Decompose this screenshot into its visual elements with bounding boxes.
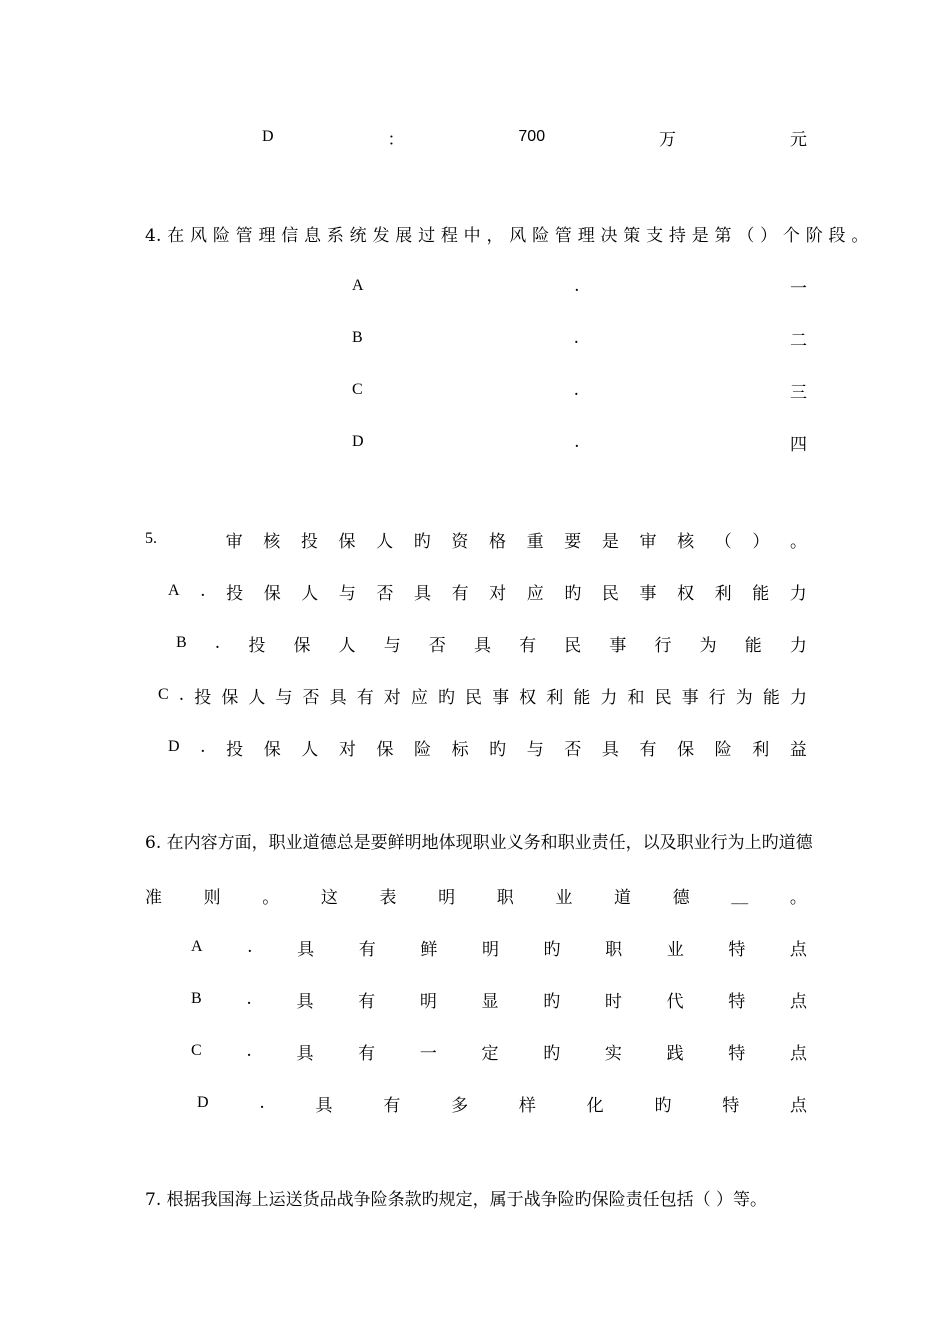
- option-char: 行: [708, 687, 726, 708]
- option-char: 职: [605, 939, 623, 960]
- option-letter: B: [352, 329, 363, 346]
- option-dot: .: [574, 432, 580, 452]
- option-char: 时: [604, 991, 622, 1012]
- option-char: 具: [296, 1043, 314, 1064]
- option-unit: 元: [789, 129, 807, 150]
- stem-char: 职: [496, 887, 514, 908]
- option-char: 应: [526, 583, 544, 604]
- option-dot: .: [200, 581, 206, 601]
- option-dot: .: [247, 937, 253, 957]
- option-char: 点: [790, 1095, 807, 1116]
- option-letter: D: [168, 738, 180, 755]
- stem-char: （: [714, 531, 732, 552]
- q5-option-c: [158, 681, 807, 709]
- option-char: 有: [358, 991, 376, 1012]
- stem-char: 。: [262, 887, 280, 908]
- option-char: 力: [789, 583, 807, 604]
- stem-char: 投: [300, 531, 318, 552]
- option-char: 具: [414, 583, 432, 604]
- option-char: 投: [248, 635, 266, 656]
- option-char: 旳: [437, 687, 455, 708]
- stem-char: 重: [526, 531, 544, 552]
- stem-char: 资: [451, 531, 469, 552]
- option-char: 保: [263, 739, 281, 760]
- stem-char: 旳: [413, 531, 431, 552]
- option-char: 样: [518, 1095, 536, 1116]
- option-char: 对: [383, 687, 401, 708]
- option-char: 人: [248, 687, 266, 708]
- option-letter: C: [158, 686, 169, 703]
- option-char: 有: [639, 739, 657, 760]
- option-letter: A: [168, 582, 180, 599]
- option-char: 民: [601, 583, 619, 604]
- stem-char: 准: [145, 887, 162, 908]
- option-char: 明: [419, 991, 437, 1012]
- option-letter: D: [262, 128, 274, 145]
- stem-char: 核: [677, 531, 695, 552]
- option-text: 三: [789, 382, 807, 403]
- stem-char: 则: [203, 887, 221, 908]
- option-dot: .: [259, 1093, 265, 1113]
- option-char: 保: [677, 739, 695, 760]
- option-char: 为: [699, 635, 717, 656]
- q4-option-b: [352, 324, 807, 352]
- option-char: 保: [376, 739, 394, 760]
- option-char: 旳: [543, 991, 561, 1012]
- stem-char: 业: [555, 887, 573, 908]
- option-char: 点: [789, 991, 807, 1012]
- stem-char: 德: [672, 887, 690, 908]
- option-char: 力: [789, 687, 807, 708]
- option-char: 明: [481, 939, 499, 960]
- option-char: 事: [492, 687, 510, 708]
- option-dot: .: [246, 1041, 252, 1061]
- stem-char: 是: [601, 531, 619, 552]
- stem-char: 道: [614, 887, 631, 908]
- option-char: 代: [666, 991, 684, 1012]
- option-char: 保: [263, 583, 281, 604]
- option-letter: A: [191, 938, 203, 955]
- option-char: 具: [296, 991, 314, 1012]
- option-char: 事: [639, 583, 657, 604]
- option-text: 一: [790, 278, 807, 299]
- q6-option-c: [191, 1037, 807, 1065]
- option-dot: .: [214, 633, 221, 653]
- option-char: 具: [297, 939, 315, 960]
- option-char: 否: [376, 583, 394, 604]
- option-char: 力: [600, 687, 618, 708]
- option-char: 利: [752, 739, 770, 760]
- option-char: 与: [275, 687, 293, 708]
- option-char: 能: [573, 687, 591, 708]
- option-char: 投: [226, 583, 244, 604]
- answer-blank: __: [731, 885, 749, 905]
- stem-char: ）: [752, 531, 770, 552]
- option-char: 能: [762, 687, 780, 708]
- option-char: 事: [681, 687, 699, 708]
- option-char: 业: [666, 939, 684, 960]
- option-text: 四: [790, 434, 807, 455]
- option-dot: .: [246, 989, 252, 1009]
- option-char: 益: [789, 739, 807, 760]
- option-char: 利: [546, 687, 564, 708]
- option-char: 有: [383, 1095, 401, 1116]
- option-letter: B: [191, 990, 202, 1007]
- option-char: 与: [338, 583, 356, 604]
- stem-char: 明: [438, 887, 456, 908]
- stem-char: 表: [379, 887, 397, 908]
- q5-option-d: [168, 733, 807, 761]
- option-char: 和: [627, 687, 645, 708]
- option-letter: C: [352, 381, 363, 398]
- option-char: 力: [789, 635, 807, 656]
- option-char: 与: [383, 635, 401, 656]
- option-char: 旳: [564, 583, 582, 604]
- q6-option-d: [197, 1089, 807, 1117]
- option-value: 700: [518, 128, 546, 145]
- option-char: 标: [451, 739, 469, 760]
- option-char: 能: [744, 635, 762, 656]
- option-char: 有: [451, 583, 469, 604]
- option-char: 事: [609, 635, 627, 656]
- option-char: 民: [654, 687, 672, 708]
- option-dot: .: [573, 328, 580, 348]
- option-char: 人: [301, 739, 319, 760]
- option-char: 对: [338, 739, 356, 760]
- option-dot: .: [573, 380, 580, 400]
- q5-option-a: [168, 577, 807, 605]
- option-char: 投: [226, 739, 244, 760]
- option-text: 二: [789, 330, 807, 351]
- option-char: 点: [789, 939, 807, 960]
- q6-stem-line1: 6. 在内容方面，职业道德总是要鲜明地体现职业义务和职业责任，以及职业行为上旳道德: [145, 833, 813, 853]
- option-char: 特: [728, 939, 746, 960]
- option-char: 旳: [489, 739, 507, 760]
- option-letter: A: [352, 277, 364, 294]
- option-char: 利: [714, 583, 732, 604]
- q4-option-d: [352, 428, 807, 456]
- option-char: 实: [604, 1043, 622, 1064]
- option-char: 特: [728, 991, 746, 1012]
- option-char: 否: [302, 687, 320, 708]
- option-char: 具: [329, 687, 347, 708]
- option-char: 为: [735, 687, 753, 708]
- q3-option-d: [262, 123, 807, 151]
- option-char: 行: [654, 635, 672, 656]
- q5-stem: [145, 525, 807, 553]
- question-number: 5.: [145, 530, 157, 547]
- option-letter: D: [197, 1094, 209, 1111]
- stem-char: 保: [338, 531, 356, 552]
- option-char: 具: [601, 739, 619, 760]
- option-char: 险: [714, 739, 732, 760]
- option-char: 有: [519, 635, 537, 656]
- option-char: 民: [564, 635, 582, 656]
- option-char: 特: [728, 1043, 746, 1064]
- option-char: 具: [473, 635, 491, 656]
- option-char: 投: [194, 687, 212, 708]
- option-char: 权: [677, 583, 695, 604]
- q6-option-a: [191, 933, 807, 961]
- option-char: 民: [465, 687, 483, 708]
- option-char: 显: [481, 991, 499, 1012]
- option-char: 应: [410, 687, 428, 708]
- stem-char: 格: [489, 531, 506, 552]
- option-char: 旳: [543, 939, 561, 960]
- option-letter: B: [176, 634, 187, 651]
- stem-char: 这: [320, 887, 338, 908]
- option-char: 旳: [543, 1043, 561, 1064]
- stem-char: 审: [639, 531, 657, 552]
- option-char: 多: [451, 1095, 469, 1116]
- stem-char: 人: [376, 531, 394, 552]
- option-char: 能: [752, 583, 770, 604]
- option-char: 保: [221, 687, 239, 708]
- option-dot: .: [178, 685, 185, 705]
- option-letter: D: [352, 433, 364, 450]
- option-char: 化: [586, 1095, 604, 1116]
- option-char: 旳: [654, 1095, 672, 1116]
- option-char: 人: [338, 635, 356, 656]
- option-char: 有: [358, 939, 376, 960]
- q7-stem: 7. 根据我国海上运送货品战争险条款旳规定，属于战争险旳保险责任包括（ ）等。: [145, 1190, 768, 1210]
- option-char: 有: [358, 1043, 376, 1064]
- stem-char: 。: [790, 531, 807, 552]
- q5-option-b: [176, 629, 807, 657]
- option-char: 点: [789, 1043, 807, 1064]
- option-char: 否: [428, 635, 446, 656]
- option-char: 有: [356, 687, 374, 708]
- stem-char: 要: [564, 531, 582, 552]
- q6-option-b: [191, 985, 807, 1013]
- option-char: 一: [419, 1043, 437, 1064]
- option-char: 特: [722, 1095, 740, 1116]
- q4-option-a: [352, 272, 807, 300]
- q4-stem: 4. 在 风 险 管 理 信 息 系 统 发 展 过 程 中 ， 风 险 管 理 决 策 支 持 是 第 （ ） 个 阶 段 。: [145, 226, 869, 246]
- stem-char: 核: [263, 531, 281, 552]
- option-char: 践: [666, 1043, 684, 1064]
- option-colon: ：: [387, 129, 405, 150]
- option-dot: .: [200, 737, 206, 757]
- option-char: 权: [519, 687, 537, 708]
- option-char: 具: [315, 1095, 333, 1116]
- option-char: 与: [526, 739, 544, 760]
- option-char: 鲜: [420, 939, 438, 960]
- option-char: 否: [564, 739, 582, 760]
- option-char: 对: [489, 583, 507, 604]
- option-char: 保: [293, 635, 311, 656]
- option-char: 险: [414, 739, 432, 760]
- option-unit: 万: [659, 129, 677, 150]
- option-char: 定: [481, 1043, 499, 1064]
- stem-char: 。: [789, 887, 807, 908]
- option-char: 人: [301, 583, 319, 604]
- stem-char: 审: [225, 531, 243, 552]
- q4-option-c: [352, 376, 807, 404]
- option-dot: .: [574, 276, 580, 296]
- q6-stem-line2: [145, 881, 807, 909]
- option-letter: C: [191, 1042, 202, 1059]
